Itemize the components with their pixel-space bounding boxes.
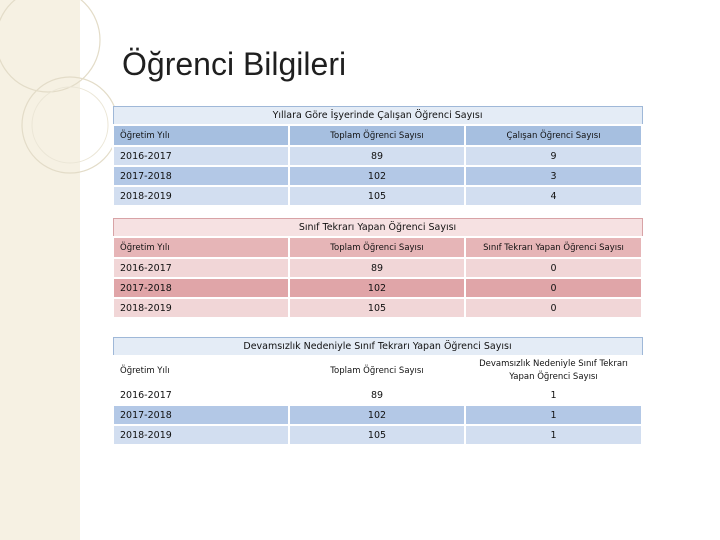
cell-total: 89 xyxy=(289,385,465,405)
table-row xyxy=(113,425,642,445)
cell-year: 2017-2018 xyxy=(113,278,289,298)
column-header-repeating: Sınıf Tekrarı Yapan Öğrenci Sayısı xyxy=(465,237,642,258)
cell-year: 2018-2019 xyxy=(113,425,289,445)
cell-total: 89 xyxy=(289,146,465,166)
cell-total: 105 xyxy=(289,425,465,445)
table-row xyxy=(113,258,642,278)
column-header-year: Öğretim Yılı xyxy=(113,237,289,258)
table-row xyxy=(113,166,642,186)
table-row xyxy=(113,405,642,425)
cell-year: 2017-2018 xyxy=(113,405,289,425)
cell-total: 102 xyxy=(289,166,465,186)
cell-year: 2016-2017 xyxy=(113,258,289,278)
cell-year: 2018-2019 xyxy=(113,186,289,206)
column-header-year: Öğretim Yılı xyxy=(113,125,289,146)
cell-working: 9 xyxy=(465,146,642,166)
cell-absence-repeating: 1 xyxy=(465,405,642,425)
table-header-row xyxy=(113,356,642,385)
column-header-total: Toplam Öğrenci Sayısı xyxy=(289,125,465,146)
working-students-table xyxy=(112,106,643,207)
slide-title: Öğrenci Bilgileri xyxy=(122,46,347,82)
table-caption: Sınıf Tekrarı Yapan Öğrenci Sayısı xyxy=(113,219,642,238)
column-header-working: Çalışan Öğrenci Sayısı xyxy=(465,125,642,146)
cell-total: 105 xyxy=(289,298,465,318)
cell-absence-repeating: 1 xyxy=(465,425,642,445)
column-header-absence-repeating: Devamsızlık Nedeniyle Sınıf Tekrarı Yapan Öğrenci Sayısı xyxy=(465,356,642,385)
cell-year: 2016-2017 xyxy=(113,385,289,405)
table-caption-row xyxy=(113,338,642,357)
cell-repeating: 0 xyxy=(465,278,642,298)
cell-year: 2017-2018 xyxy=(113,166,289,186)
table-caption: Yıllara Göre İşyerinde Çalışan Öğrenci Sayısı xyxy=(113,107,642,126)
table-header-row xyxy=(113,237,642,258)
cell-total: 102 xyxy=(289,278,465,298)
column-header-year: Öğretim Yılı xyxy=(113,356,289,385)
table-caption-row xyxy=(113,107,642,126)
cell-year: 2018-2019 xyxy=(113,298,289,318)
cell-repeating: 0 xyxy=(465,258,642,278)
class-repetition-table xyxy=(112,218,643,319)
column-header-total: Toplam Öğrenci Sayısı xyxy=(289,237,465,258)
table-caption-row xyxy=(113,219,642,238)
cell-year: 2016-2017 xyxy=(113,146,289,166)
cell-total: 89 xyxy=(289,258,465,278)
table-row xyxy=(113,186,642,206)
table-row xyxy=(113,298,642,318)
table-header-row xyxy=(113,125,642,146)
cell-absence-repeating: 1 xyxy=(465,385,642,405)
cell-total: 102 xyxy=(289,405,465,425)
cell-working: 3 xyxy=(465,166,642,186)
table-row xyxy=(113,146,642,166)
cell-working: 4 xyxy=(465,186,642,206)
absence-repetition-table xyxy=(112,337,643,446)
table-row xyxy=(113,278,642,298)
table-row xyxy=(113,385,642,405)
cell-repeating: 0 xyxy=(465,298,642,318)
column-header-total: Toplam Öğrenci Sayısı xyxy=(289,356,465,385)
table-caption: Devamsızlık Nedeniyle Sınıf Tekrarı Yapan Öğrenci Sayısı xyxy=(113,338,642,357)
cell-total: 105 xyxy=(289,186,465,206)
